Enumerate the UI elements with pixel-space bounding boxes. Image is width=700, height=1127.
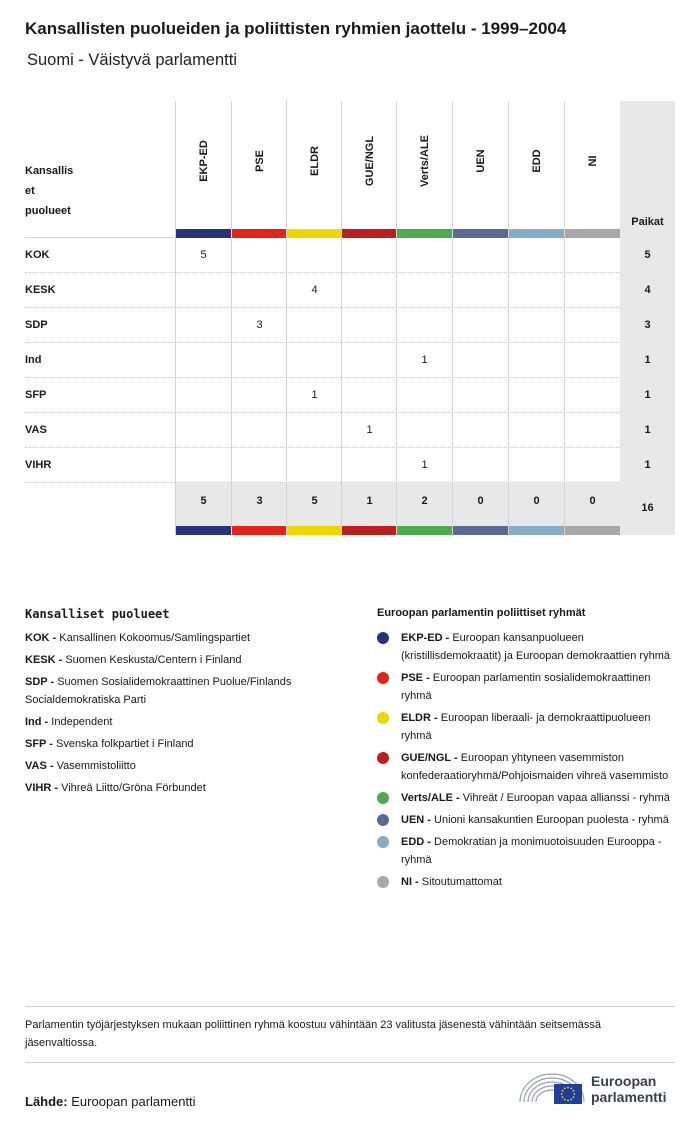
seat-count-cell — [231, 448, 287, 483]
group-legend-item — [377, 669, 677, 705]
party-legend-item — [25, 779, 345, 797]
seat-count-cell — [286, 238, 342, 273]
seat-count-cell — [341, 448, 397, 483]
table-body — [25, 238, 675, 483]
group-color-bar — [397, 229, 452, 238]
group-color-bar — [176, 526, 231, 535]
group-column-header — [396, 101, 452, 238]
group-total-value: 0 — [477, 495, 484, 507]
seat-count-cell — [175, 378, 231, 413]
party-legend-item — [25, 629, 345, 647]
seat-count-cell — [508, 273, 564, 308]
table-row — [25, 413, 675, 448]
seat-count-cell — [452, 238, 508, 273]
table-row — [25, 448, 675, 483]
group-total-value: 5 — [200, 495, 207, 507]
group-color-dot-icon — [377, 814, 389, 826]
seat-count-cell: 1 — [396, 343, 452, 378]
seat-count-cell: 1 — [341, 413, 397, 448]
group-full-name: Euroopan liberaali- ja demokraattipuolueen ryhmä — [401, 712, 651, 742]
seat-count-cell — [452, 378, 508, 413]
group-abbr: PSE - — [401, 672, 430, 684]
seat-count-cell — [231, 343, 287, 378]
party-legend-item — [25, 757, 345, 775]
group-total-cell — [341, 483, 397, 535]
seat-count-cell — [231, 238, 287, 273]
national-parties-heading: Kansalliset puolueet — [25, 607, 170, 621]
seat-count-cell — [341, 343, 397, 378]
grand-total-value: 16 — [641, 502, 654, 514]
group-color-bar — [453, 526, 508, 535]
group-full-name: Unioni kansakuntien Euroopan puolesta - ryhmä — [434, 814, 669, 826]
group-legend-item — [377, 749, 677, 785]
group-legend-list — [377, 629, 677, 891]
group-column-header — [286, 101, 342, 238]
seat-count-cell — [341, 378, 397, 413]
table-row — [25, 343, 675, 378]
group-color-bar — [342, 229, 397, 238]
party-abbr: KOK - — [25, 632, 57, 644]
group-label: NI — [586, 155, 599, 167]
seat-count-cell — [508, 413, 564, 448]
seat-count-cell — [175, 273, 231, 308]
group-color-bar — [565, 526, 620, 535]
party-full-name: Suomen Keskusta/Centern i Finland — [65, 654, 242, 666]
group-column-header — [564, 101, 620, 238]
totals-row — [25, 483, 675, 535]
group-label: Verts/ALE — [418, 135, 431, 187]
group-label: ELDR — [308, 146, 321, 176]
table-row — [25, 378, 675, 413]
group-color-bar — [342, 526, 397, 535]
group-total-value: 5 — [311, 495, 318, 507]
group-label: GUE/NGL — [363, 135, 376, 187]
group-color-bar — [232, 526, 287, 535]
seat-count-cell — [564, 273, 620, 308]
group-abbr: EDD - — [401, 836, 431, 848]
group-color-dot-icon — [377, 836, 389, 848]
group-color-bar — [287, 229, 342, 238]
group-column-header — [175, 101, 231, 238]
seat-count-cell — [231, 413, 287, 448]
party-legend-list — [25, 629, 345, 797]
seat-count-cell — [286, 448, 342, 483]
seat-count-cell — [286, 308, 342, 343]
source-label: Lähde: — [25, 1094, 68, 1109]
group-color-bar — [232, 229, 287, 238]
group-color-bar — [509, 526, 564, 535]
group-color-dot-icon — [377, 792, 389, 804]
group-label: EDD — [530, 149, 543, 173]
group-label: PSE — [253, 149, 266, 173]
party-full-name: Vasemmistoliitto — [56, 760, 136, 772]
seat-count-cell — [396, 378, 452, 413]
group-abbr: EKP-ED - — [401, 632, 450, 644]
seats-column-header — [620, 101, 675, 238]
seat-count-cell — [396, 273, 452, 308]
page-subtitle: Suomi - Väistyvä parlamentti — [27, 51, 237, 69]
group-abbr: ELDR - — [401, 712, 438, 724]
party-abbr: SFP - — [25, 738, 53, 750]
party-abbr: VIHR - — [25, 782, 58, 794]
group-full-name: Sitoutumattomat — [421, 876, 502, 888]
group-legend-item — [377, 873, 677, 891]
table-row — [25, 238, 675, 273]
seat-count-cell: 4 — [286, 273, 342, 308]
group-total-cell — [175, 483, 231, 535]
party-abbr: VAS - — [25, 760, 54, 772]
seat-count-cell — [175, 448, 231, 483]
seat-count-cell — [564, 378, 620, 413]
group-total-cell — [396, 483, 452, 535]
group-abbr: UEN - — [401, 814, 431, 826]
party-seats-cell: 1 — [620, 448, 675, 483]
seat-count-cell: 1 — [396, 448, 452, 483]
group-color-bar — [176, 229, 231, 238]
group-abbr: GUE/NGL - — [401, 752, 458, 764]
seat-count-cell — [286, 343, 342, 378]
seat-count-cell — [508, 448, 564, 483]
page-title: Kansallisten puolueiden ja poliittisten ryhmien jaottelu - 1999–2004 — [25, 19, 567, 38]
group-column-header — [341, 101, 397, 238]
party-name: SDP — [25, 319, 48, 331]
seat-count-cell — [231, 378, 287, 413]
european-parliament-logo — [518, 1068, 678, 1108]
party-full-name: Kansallinen Kokoomus/Samlingspartiet — [59, 632, 251, 644]
seat-count-cell — [508, 238, 564, 273]
group-total-cell — [452, 483, 508, 535]
seat-count-cell: 1 — [286, 378, 342, 413]
group-label: EKP-ED — [197, 140, 210, 182]
group-abbr: Verts/ALE - — [401, 792, 460, 804]
party-seats-cell: 3 — [620, 308, 675, 343]
seat-count-cell — [508, 308, 564, 343]
group-legend-item — [377, 629, 677, 665]
group-color-bar — [397, 526, 452, 535]
logo-text: Euroopan parlamentti — [591, 1073, 667, 1105]
seat-count-cell — [396, 413, 452, 448]
party-seats-cell: 1 — [620, 378, 675, 413]
group-color-dot-icon — [377, 632, 389, 644]
group-legend-item — [377, 833, 677, 869]
party-seats-cell: 5 — [620, 238, 675, 273]
party-legend-item — [25, 713, 345, 731]
seat-count-cell — [452, 273, 508, 308]
seat-count-cell — [396, 238, 452, 273]
group-legend-item — [377, 811, 677, 829]
source — [25, 1094, 196, 1109]
group-total-cell — [564, 483, 620, 535]
group-total-value: 0 — [589, 495, 596, 507]
distribution-table — [25, 101, 675, 535]
group-total-value: 2 — [421, 495, 428, 507]
party-legend-item — [25, 673, 345, 709]
group-color-dot-icon — [377, 712, 389, 724]
party-seats-cell: 1 — [620, 413, 675, 448]
party-column-header: Kansallis et puolueet — [25, 165, 74, 217]
party-full-name: Suomen Sosialidemokraattinen Puolue/Finlands Socialdemokratiska Parti — [25, 676, 292, 706]
group-full-name: Demokratian ja monimuotoisuuden Eurooppa -ryhmä — [401, 836, 662, 866]
party-abbr: Ind - — [25, 716, 49, 728]
seat-count-cell — [452, 448, 508, 483]
group-column-header — [508, 101, 564, 238]
party-abbr: KESK - — [25, 654, 63, 666]
seat-count-cell — [508, 378, 564, 413]
seat-count-cell — [175, 343, 231, 378]
seat-count-cell — [564, 308, 620, 343]
group-color-dot-icon — [377, 672, 389, 684]
political-groups-heading: Euroopan parlamentin poliittiset ryhmät — [377, 607, 586, 619]
footnote: Parlamentin työjärjestyksen mukaan poliittinen ryhmä koostuu vähintään 23 valitusta jäsenestä vähintään seitsemässä jäsenvaltiossa. — [25, 1006, 675, 1063]
group-abbr: NI - — [401, 876, 419, 888]
seat-count-cell — [564, 343, 620, 378]
grand-total-cell — [620, 483, 675, 535]
seat-count-cell — [175, 413, 231, 448]
party-name: Ind — [25, 354, 42, 366]
group-color-bar — [453, 229, 508, 238]
seat-count-cell — [452, 343, 508, 378]
seat-count-cell — [175, 308, 231, 343]
table-header-row — [25, 101, 675, 238]
seat-count-cell — [341, 308, 397, 343]
seat-count-cell — [508, 343, 564, 378]
seat-count-cell — [341, 238, 397, 273]
group-total-cell — [286, 483, 342, 535]
group-total-cell — [231, 483, 287, 535]
seat-count-cell — [452, 413, 508, 448]
group-total-value: 1 — [366, 495, 373, 507]
party-name: VAS — [25, 424, 47, 436]
party-full-name: Svenska folkpartiet i Finland — [55, 738, 194, 750]
seat-count-cell: 5 — [175, 238, 231, 273]
party-seats-cell: 1 — [620, 343, 675, 378]
group-total-cell — [508, 483, 564, 535]
party-name: VIHR — [25, 459, 52, 471]
group-legend-item — [377, 709, 677, 745]
seat-count-cell — [286, 413, 342, 448]
seats-label: Paikat — [631, 216, 664, 228]
seat-count-cell — [564, 448, 620, 483]
party-legend-item — [25, 651, 345, 669]
seat-count-cell — [452, 308, 508, 343]
group-column-header — [452, 101, 508, 238]
party-name: SFP — [25, 389, 47, 401]
seat-count-cell — [341, 273, 397, 308]
source-value: Euroopan parlamentti — [71, 1094, 196, 1109]
group-color-bar — [565, 229, 620, 238]
group-legend-item — [377, 789, 677, 807]
group-color-bar — [287, 526, 342, 535]
table-row — [25, 273, 675, 308]
party-legend-item — [25, 735, 345, 753]
group-full-name: Vihreät / Euroopan vapaa allianssi - ryhmä — [462, 792, 670, 804]
political-groups-legend — [377, 607, 677, 895]
party-name: KOK — [25, 249, 50, 261]
seat-count-cell: 3 — [231, 308, 287, 343]
group-full-name: Euroopan yhtyneen vasemmiston konfederaatioryhmä/Pohjoismaiden vihreä vasemmisto — [401, 752, 669, 782]
group-full-name: Euroopan kansanpuolueen (kristillisdemokraatit) ja Euroopan demokraattien ryhmä — [401, 632, 670, 662]
group-color-dot-icon — [377, 752, 389, 764]
group-color-bar — [509, 229, 564, 238]
group-total-value: 3 — [256, 495, 263, 507]
seat-count-cell — [231, 273, 287, 308]
party-full-name: Independent — [51, 716, 113, 728]
seat-count-cell — [564, 413, 620, 448]
group-total-value: 0 — [533, 495, 540, 507]
party-full-name: Vihreä Liitto/Gröna Förbundet — [61, 782, 206, 794]
seat-count-cell — [564, 238, 620, 273]
party-seats-cell: 4 — [620, 273, 675, 308]
group-color-dot-icon — [377, 876, 389, 888]
party-abbr: SDP - — [25, 676, 55, 688]
group-full-name: Euroopan parlamentin sosialidemokraattinen ryhmä — [401, 672, 651, 702]
seat-count-cell — [396, 308, 452, 343]
table-row — [25, 308, 675, 343]
group-column-header — [231, 101, 287, 238]
national-parties-legend — [25, 607, 345, 801]
group-label: UEN — [474, 149, 487, 173]
party-name: KESK — [25, 284, 56, 296]
